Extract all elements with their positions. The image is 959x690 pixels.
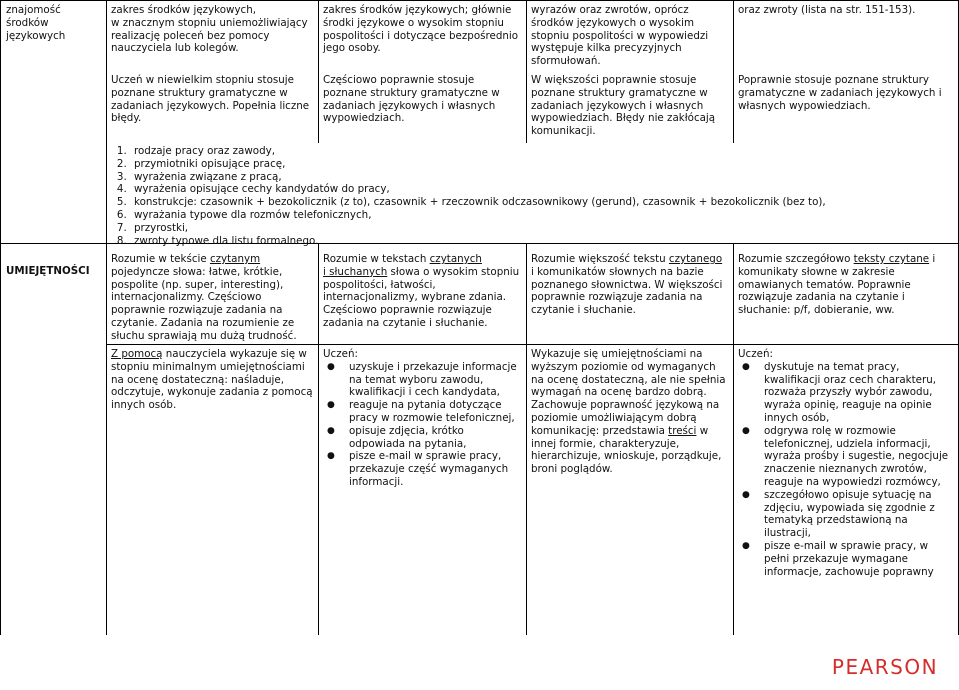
list-item: 5. konstrukcje: czasownik + bezokolicznik (z to), czasownik + rzeczownik odczasownikowy (gerund), czasownik + bezokolicznik (bez to), <box>130 196 959 209</box>
list-item: ● opisuje zdjęcia, krótko odpowiada na pytania, <box>349 425 521 451</box>
grade-cell: W większości poprawnie stosuje poznane struktury gramatyczne w zadaniach językowych i własnych wypowiedziach. Błędy nie zakłócają komunikacji. <box>531 74 716 138</box>
cell-text: zakres środków językowych, <box>111 4 257 16</box>
cell-text: w znacznym stopniu uniemożliwiający realizację poleceń bez pomocy nauczyciela lub kolegów. <box>111 16 308 55</box>
list-item: 4. wyrażenia opisujące cechy kandydatów do pracy, <box>130 183 959 196</box>
list-item: 2. przymiotniki opisujące pracę, <box>130 158 959 171</box>
grade-cell: Częściowo poprawnie stosuje poznane struktury gramatyczne w zadaniach językowych i własnych wypowiedziach. <box>323 74 500 125</box>
list-item: 1. rodzaje pracy oraz zawody, <box>130 145 959 158</box>
grade-cell: Rozumie większość tekstu czytanego i komunikatów słownych na bazie poznanego słownictwa. W większości poprawnie rozwiązuje zadania na czytanie i słuchanie. <box>531 253 723 317</box>
list-item: ● pisze e-mail w sprawie pracy, w pełni przekazuje wymagane informacje, zachowuje poprawny <box>764 540 954 578</box>
grade-cell: Rozumie w tekstach czytanych i słuchanych słowa o wysokim stopniu pospolitości, łatwości, internacjonalizmy, wybrane zdania. Częściowo poprawnie rozwiązuje zadania na czytanie i słuchanie. <box>323 253 520 329</box>
cell-heading: Uczeń: <box>738 348 773 360</box>
grade-cell: wyrazów oraz zwrotów, oprócz środków językowych o wysokim stopniu pospolitości w wypowiedzi występuje kilka precyzyjnych sformułowań. <box>531 4 709 68</box>
skills-list <box>738 361 954 579</box>
grade-cell <box>319 347 525 490</box>
grade-cell: Poprawnie stosuje poznane struktury gramatyczne w zadaniach językowych i własnych wypowiedziach. <box>738 74 942 112</box>
list-item: ● dyskutuje na temat pracy, kwalifikacji oraz cech charakteru, rozważa przyszły wybór zawodu, wyraża opinię, reaguje na opinie innych osób, <box>764 361 954 425</box>
pearson-logo: PEARSON <box>826 651 944 683</box>
list-item: ● reaguje na pytania dotyczące pracy w rozmowie telefonicznej, <box>349 399 521 425</box>
row-label-skills: UMIEJĘTNOŚCI <box>6 265 90 277</box>
grade-cell: zakres środków językowych; głównie środki językowe o wysokim stopniu pospolitości i dotyczące bezpośrednio jego osoby. <box>323 4 519 55</box>
list-item: 6. wyrażania typowe dla rozmów telefonicznych, <box>130 209 959 222</box>
grade-cell: Rozumie szczegółowo teksty czytane i komunikaty słowne w zakresie omawianych tematów. Poprawnie rozwiązuje zadania na czytanie i słuchanie: p/f, dobieranie, ww. <box>738 253 936 317</box>
row-label-knowledge: znajomość środków językowych <box>6 4 66 42</box>
col-divider <box>733 0 734 143</box>
table-top-border <box>0 0 959 1</box>
grade-cell: Uczeń w niewielkim stopniu stosuje poznane struktury gramatyczne w zadaniach językowych. Popełnia liczne błędy. <box>111 74 310 125</box>
grade-cell: Z pomocą nauczyciela wykazuje się w stopniu minimalnym umiejętnościami na ocenę dostateczną: naśladuje, odczytuje, wykonuje zadania z pomocą innych osób. <box>111 348 313 412</box>
list-item: ● uzyskuje i przekazuje informacje na temat wyboru zawodu, kwalifikacji i cech kandydata, <box>349 361 521 399</box>
list-item: 7. przyrostki, <box>130 222 959 235</box>
grade-cell: Wykazuje się umiejętnościami na wyższym poziomie od wymaganych na ocenę dostateczną, ale nie spełnia wymagań na ocenę bardzo dobrą. Zachowuje poprawność językową na poziomie umożliwiającym dobrą komunikację: przedstawia treści w innej formie, charakteryzuje, hierarchizuje, wnioskuje, porządkuje, broni poglądów. <box>531 348 726 476</box>
list-item: 3. wyrażenia związane z pracą, <box>130 171 959 184</box>
grade-cell <box>107 3 318 56</box>
row-divider <box>106 344 959 345</box>
list-item: 8. zwroty typowe dla listu formalnego. <box>130 235 959 248</box>
list-item: ● pisze e-mail w sprawie pracy, przekazuje część wymaganych informacji. <box>349 450 521 488</box>
col-divider <box>0 0 1 636</box>
list-item: ● odgrywa rolę w rozmowie telefonicznej, udziela informacji, wyraża prośby i sugestie, negocjuje znaczenie nieznanych zwrotów, reaguje na wypowiedzi rozmówcy, <box>764 425 954 489</box>
grade-cell: Rozumie w tekście czytanym pojedyncze słowa: łatwe, krótkie, pospolite (np. super, interesting), internacjonalizmy. Częściowo poprawnie rozwiązuje zadania na czytanie. Zadania na rozumienie ze słuchu sprawiają mu dużą trudność. <box>111 253 297 342</box>
grade-cell <box>734 347 958 635</box>
grade-cell: oraz zwroty (lista na str. 151-153). <box>738 4 916 16</box>
list-item: ● szczegółowo opisuje sytuację na zdjęciu, wypowiada się zgodnie z tematyką przedstawioną na ilustracji, <box>764 489 954 540</box>
skills-list <box>323 361 521 489</box>
cell-heading: Uczeń: <box>323 348 358 360</box>
page-footer <box>0 635 959 690</box>
topic-list <box>110 145 959 247</box>
